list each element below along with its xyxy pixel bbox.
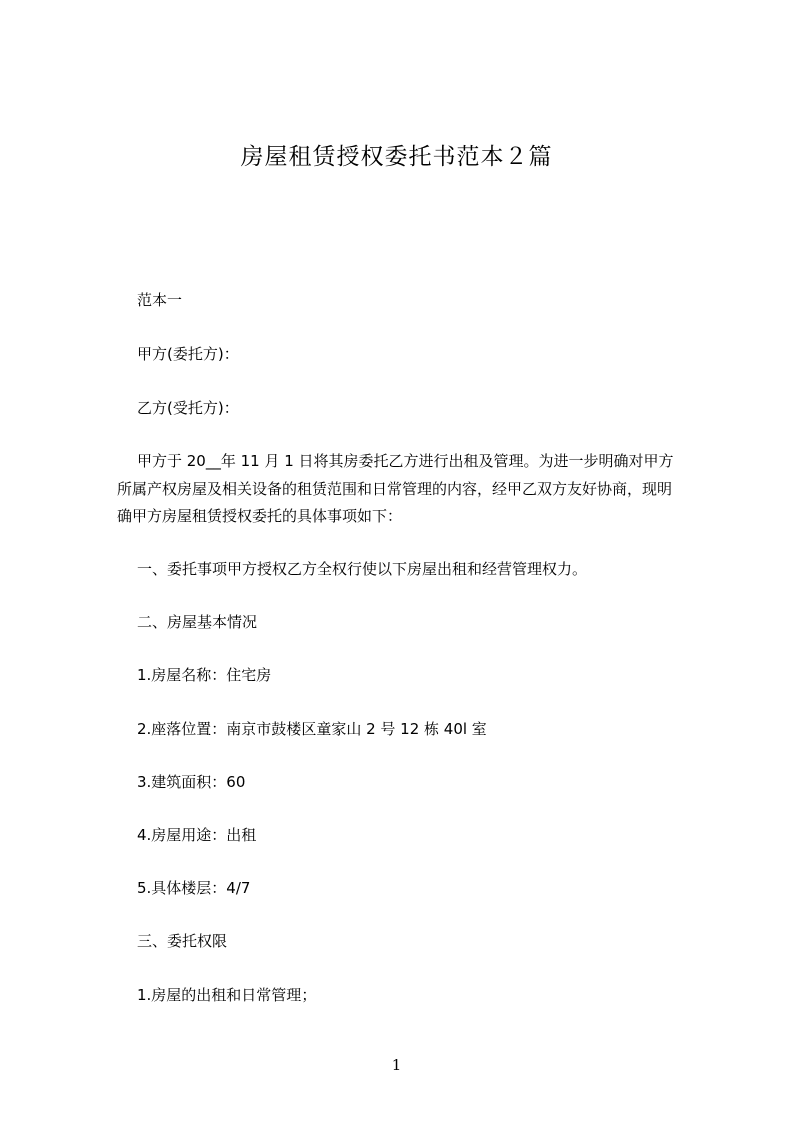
- intro-paragraph-line-2: 所属产权房屋及相关设备的租赁范围和日常管理的内容，经甲乙双方友好协商，现明: [117, 480, 673, 498]
- house-name-line: 1.房屋名称：住宅房: [137, 666, 272, 684]
- party-a-line: 甲方(委托方)：: [137, 345, 239, 363]
- house-location-line: 2.座落位置：南京市鼓楼区童家山 2 号 12 栋 40l 室: [137, 720, 487, 738]
- item-three-heading: 三、委托权限: [137, 932, 228, 950]
- house-floor-line: 5.具体楼层：4/7: [137, 879, 251, 897]
- item-two-heading: 二、房屋基本情况: [137, 613, 258, 631]
- intro-paragraph-line-1: 甲方于 20__年 11 月 1 日将其房委托乙方进行出租及管理。为进一步明确对甲方: [137, 452, 674, 470]
- page-number: 1: [391, 1056, 402, 1074]
- house-use-line: 4.房屋用途：出租: [137, 826, 257, 844]
- house-area-line: 3.建筑面积：60: [137, 773, 246, 791]
- document-title: 房屋租赁授权委托书范本２篇: [240, 144, 553, 170]
- section-label: 范本一: [137, 291, 183, 309]
- authority-one-line: 1.房屋的出租和日常管理；: [137, 986, 317, 1004]
- intro-paragraph-line-3: 确甲方房屋租赁授权委托的具体事项如下：: [117, 507, 403, 525]
- item-one-line: 一、委托事项甲方授权乙方全权行使以下房屋出租和经营管理权力。: [137, 560, 588, 578]
- party-b-line: 乙方(受托方)：: [137, 399, 239, 417]
